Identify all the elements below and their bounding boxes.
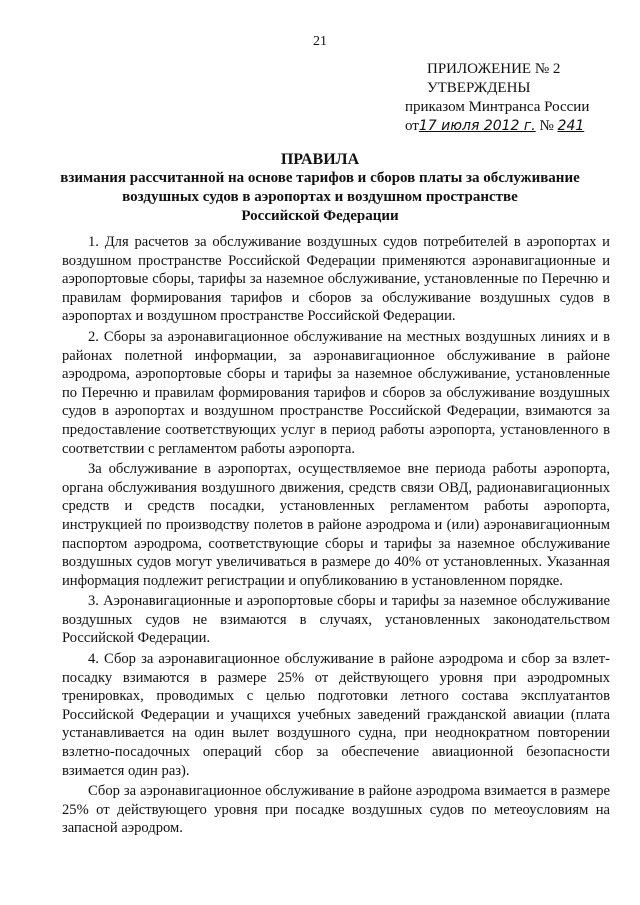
title-line-3: Российской Федерации xyxy=(241,208,399,224)
page-number: 21 xyxy=(313,34,327,49)
document-title xyxy=(0,150,640,226)
order-label: приказом Минтранса России xyxy=(405,99,590,115)
order-date-number xyxy=(405,117,620,136)
title-line-2: воздушных судов в аэропортах и воздушном пространстве xyxy=(122,189,518,205)
paragraph-4: 4. Сбор за аэронавигационное обслуживание в районе аэродрома и сбор за взлет-посадку взимаются в размере 25% от действующего уровня при аэродромных тренировках, проводимых с целью подготовки летного состава эксплуатантов Российской Федерации и учащихся учебных заведений гражданской авиации (плата устанавливается на один вылет воздушного судна, при неоднократном повторении взлетно-посадочных операций сбор за обеспечение авиационной безопасности взимается один раз). xyxy=(62,651,610,779)
document-body xyxy=(62,233,610,838)
number-label: № xyxy=(539,118,554,134)
paragraph-4-continued: Сбор за аэронавигационное обслуживание в районе аэродрома взимается в размере 25% от действующего уровня при посадке воздушных судов по метеоусловиям на запасной аэродром. xyxy=(62,783,610,837)
title-main: ПРАВИЛА xyxy=(280,151,360,168)
paragraph-2-continued: За обслуживание в аэропортах, осуществляемое вне периода работы аэропорта, органа обслуживания воздушного движения, средств связи ОВД, радионавигационных средств и средств посадки, установленных регламентом работы аэропорта, инструкцией по производству полетов в районе аэродрома и (или) аэронавигационным паспортом аэродрома, соответствующие сборы и тарифы за наземное обслуживание воздушных судов могут увеличиваться в размере до 40% от установленных. Указанная информация подлежит регистрации и опубликованию в установленном порядке. xyxy=(62,461,610,589)
handwritten-number: 241 xyxy=(557,118,585,134)
title-line-1: взимания рассчитанной на основе тарифов и сборов платы за обслуживание xyxy=(60,170,580,186)
paragraph-3: 3. Аэронавигационные и аэропортовые сборы и тарифы за наземное обслуживание воздушных судов не взимаются в случаях, установленных законодательством Российской Федерации. xyxy=(62,593,610,647)
paragraph-1: 1. Для расчетов за обслуживание воздушных судов потребителей в аэропортах и воздушном пространстве Российской Федерации применяются аэронавигационные и аэропортовые сборы, тарифы за наземное обслуживание, установленные по Перечню и правилам формирования тарифов и сборов за обслуживание воздушных судов в аэропортах и воздушном пространстве Российской Федерации. xyxy=(62,234,610,325)
approval-stamp-block xyxy=(405,60,620,136)
date-prefix: от xyxy=(405,118,419,134)
paragraph-2: 2. Сборы за аэронавигационное обслуживание на местных воздушных линиях и в районах полетной информации, за аэронавигационное обслуживание в районе аэродрома, аэропортовые сборы и тарифы за наземное обслуживание, установленные по Перечню и правилам формирования тарифов и сборов за обслуживание воздушных судов в аэропортах и воздушном пространстве Российской Федерации, взимаются за предоставление соответствующих услуг в период работы аэропорта, установленного в соответствии с регламентом работы аэропорта. xyxy=(62,328,610,457)
approved-label: УТВЕРЖДЕНЫ xyxy=(427,80,531,96)
appendix-label: ПРИЛОЖЕНИЕ № 2 xyxy=(427,61,561,77)
handwritten-date: 17 июля 2012 г. xyxy=(418,118,536,134)
